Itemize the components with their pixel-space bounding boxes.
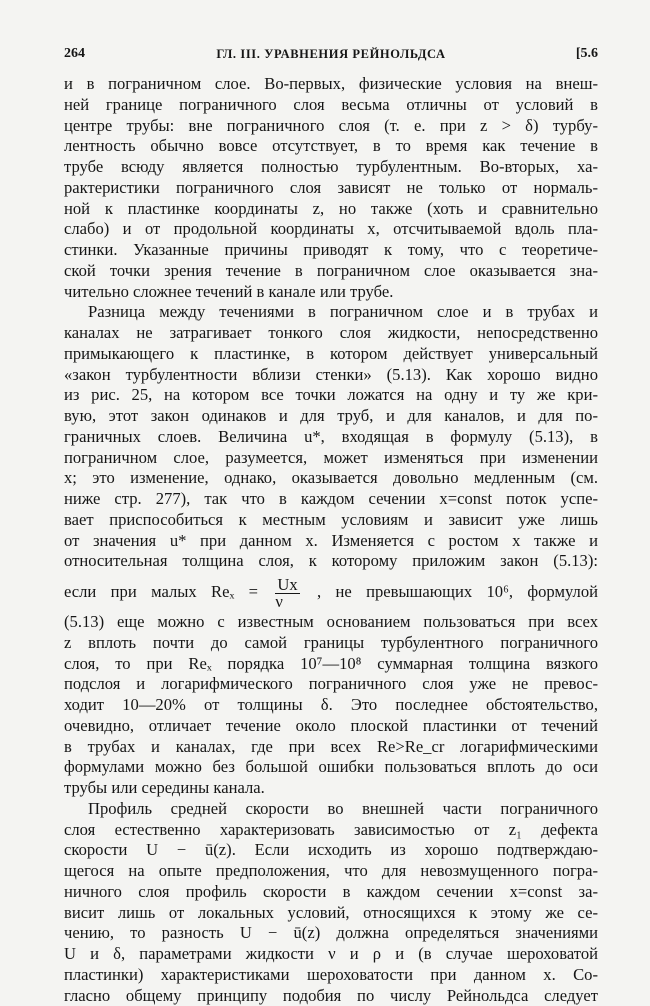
text-line: скорости U − ū(z). Если исходить из хорошо подтверждаю- [64,840,598,861]
text-line: примыкающего к пластинке, в котором действует универсальный [64,344,598,365]
text-line: ниже стр. 277), так что в каждом сечении x=const поток успе- [64,489,598,510]
text-line: (5.13) еще можно с известным основанием пользоваться при всех [64,612,598,633]
text-line: слоя, то при Reₓ порядка 10⁷—10⁸ суммарная толщина вязкого [64,654,598,675]
text-line: трубе всюду является полностью турбулентным. Во-вторых, ха- [64,157,598,178]
paragraph-start-line: Профиль средней скорости во внешней части пограничного [64,799,598,820]
text-line: пограничном слое, разумеется, может изменяться при изменении [64,448,598,469]
running-header [64,46,598,66]
formula-text-before: если при малых Reₓ = [64,582,258,601]
formula-text-after: , не превышающих 10⁶, формулой [317,582,598,601]
text-line: из рис. 25, на котором все точки ложатся на одну и ту же кри- [64,385,598,406]
formula-line [64,572,598,612]
text-line: очевидно, отличает течение около плоской пластинки от течений [64,716,598,737]
text-line: U и δ, параметрами жидкости ν и ρ и (в случае шероховатой [64,944,598,965]
text-line: висит лишь от локальных условий, относящихся к этому же се- [64,903,598,924]
text-line: щегося на опыте предположения, что для невозмущенного погра- [64,861,598,882]
text-line: и в пограничном слое. Во-первых, физические условия на внеш- [64,74,598,95]
running-title: ГЛ. III. УРАВНЕНИЯ РЕЙНОЛЬДСА [64,47,598,62]
text-line: ходит 10—20% от толщины δ. Это последнее обстоятельство, [64,695,598,716]
text-line: гласно общему принципу подобия по числу Рейнольдса следует [64,986,598,1006]
fraction-denominator: ν [275,594,299,610]
text-line: центре трубы: вне пограничного слоя (т. е. при z > δ) турбу- [64,116,598,137]
text-line: чению, то разность U − ū(z) должна определяться значениями [64,923,598,944]
text-line: ной к пластинке координаты z, но также (хоть и сравнительно [64,199,598,220]
text-line: подслоя и логарифмического пограничного слоя уже не превос- [64,674,598,695]
page-number: 264 [64,46,85,62]
text-line: вает приспособиться к местным условиям и зависит уже лишь [64,510,598,531]
section-number: [5.6 [576,46,598,62]
text-line: слоя естественно характеризовать зависимостью от z₁ дефекта [64,820,598,841]
text-line: x; это изменение, однако, оказывается довольно медленным (см. [64,468,598,489]
reynolds-fraction [275,577,299,610]
text-line: рактеристики пограничного слоя зависят не только от нормаль- [64,178,598,199]
text-line: ничного слоя профиль скорости в каждом сечении x=const за- [64,882,598,903]
paragraph-start-line: Разница между течениями в пограничном слое и в трубах и [64,302,598,323]
text-line: z вплоть почти до самой границы турбулентного пограничного [64,633,598,654]
text-line: относительная толщина слоя, к которому приложим закон (5.13): [64,551,598,572]
text-line: формулами можно без большой ошибки пользоваться вплоть до оси [64,757,598,778]
text-line: в трубах и каналах, где при всех Re>Re_cr логарифмическими [64,737,598,758]
text-line: каналах не затрагивает тонкого слоя жидкости, непосредственно [64,323,598,344]
text-line: ской точки зрения течение в пограничном слое оказывается зна- [64,261,598,282]
text-line: трубы или середины канала. [64,778,598,799]
text-line: «закон турбулентности вблизи стенки» (5.13). Как хорошо видно [64,365,598,386]
text-line: граничных слоев. Величина u*, входящая в формулу (5.13), в [64,427,598,448]
text-line: вую, этот закон одинаков и для труб, и для каналов, и для по- [64,406,598,427]
text-line: от значения u* при данном x. Изменяется с ростом x также и [64,531,598,552]
text-line: чительно сложнее течений в канале или трубе. [64,282,598,303]
text-line: лентность обычно вовсе отсутствует, в то время как течение в [64,136,598,157]
text-line: слабо) и от продольной координаты x, отсчитываемой вдоль пла- [64,219,598,240]
text-line: пластинки) характеристиками шероховатости при данном x. Со- [64,965,598,986]
body-text [64,74,598,1006]
text-line: ней границе пограничного слоя весьма отличны от условий в [64,95,598,116]
text-line: стинки. Указанные причины приводят к тому, что с теоретиче- [64,240,598,261]
fraction-numerator: Ux [275,577,299,594]
